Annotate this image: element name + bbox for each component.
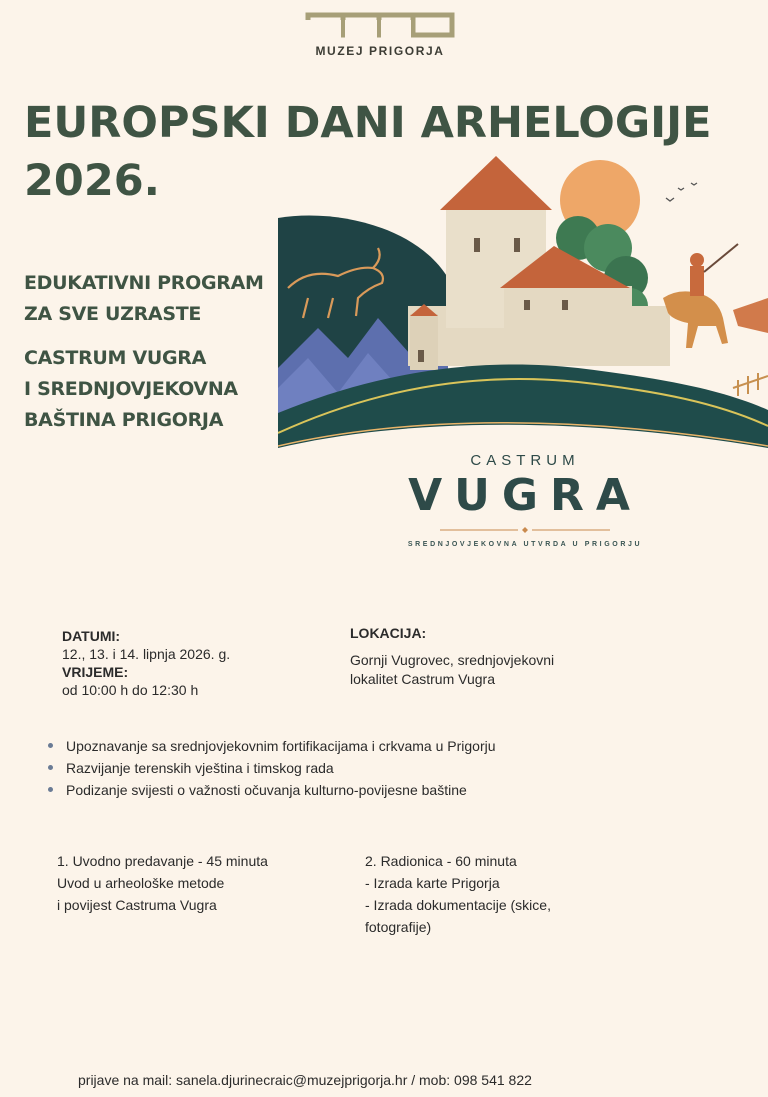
- birds-icon: [666, 183, 697, 201]
- location-line-2: lokalitet Castrum Vugra: [350, 671, 495, 687]
- bullet-icon: [48, 765, 53, 770]
- title-line-2: 2026.: [24, 156, 161, 206]
- subtitle-line-2: ZA SVE UZRASTE: [24, 303, 202, 325]
- bullet-icon: [48, 743, 53, 748]
- location-line-1: Gornji Vugrovec, srednjovjekovni: [350, 652, 555, 668]
- lecture-line-3: i povijest Castruma Vugra: [57, 897, 217, 913]
- workshop-line-3: - Izrada dokumentacije (skice,: [365, 897, 551, 913]
- contact-footer: prijave na mail: sanela.djurinecraic@muzejprigorja.hr / mob: 098 541 822: [78, 1072, 532, 1088]
- museum-logo-mark-icon: [305, 12, 455, 38]
- castrum-tagline: SREDNJOVJEKOVNA UTVRDA U PRIGORJU: [407, 541, 643, 548]
- topic-line-1: CASTRUM VUGRA: [24, 347, 207, 369]
- castrum-label: CASTRUM: [470, 452, 580, 469]
- topic-line-3: BAŠTINA PRIGORJA: [24, 409, 224, 431]
- program-subtitle: [24, 268, 274, 330]
- topic-subtitle: [24, 343, 274, 436]
- dates-value: 12., 13. i 14. lipnja 2026. g.: [62, 646, 231, 662]
- castle-illustration: [278, 148, 768, 468]
- date-time-block: [62, 627, 322, 699]
- ornament-divider-icon: [440, 527, 610, 533]
- program-workshop: [365, 850, 625, 938]
- knight-on-horse-icon: [663, 244, 738, 348]
- vugra-label: VUGRA: [408, 470, 642, 521]
- time-label: VRIJEME:: [62, 664, 129, 680]
- subtitle-line-1: EDUKATIVNI PROGRAM: [24, 272, 264, 294]
- time-value: od 10:00 h do 12:30 h: [62, 682, 199, 698]
- goals-list: [44, 735, 724, 801]
- list-item: Podizanje svijesti o važnosti očuvanja kulturno-povijesne baštine: [44, 779, 724, 801]
- lecture-line-2: Uvod u arheološke metode: [57, 875, 225, 891]
- location-label: LOKACIJA:: [350, 625, 427, 641]
- topic-line-2: I SREDNJOVJEKOVNA: [24, 378, 238, 400]
- list-item: Razvijanje terenskih vještina i timskog rada: [44, 757, 724, 779]
- location-block: [350, 625, 610, 689]
- dates-label: DATUMI:: [62, 628, 121, 644]
- flag-icon: [733, 298, 768, 333]
- workshop-line-4: fotografije): [365, 919, 432, 935]
- bullet-icon: [48, 787, 53, 792]
- list-item: Upoznavanje sa srednjovjekovnim fortifikacijama i crkvama u Prigorju: [44, 735, 724, 757]
- lecture-line-1: 1. Uvodno predavanje - 45 minuta: [57, 853, 268, 869]
- title-line-1: EUROPSKI DANI ARHELOGIJE: [24, 98, 712, 148]
- workshop-line-1: 2. Radionica - 60 minuta: [365, 853, 517, 869]
- workshop-line-2: - Izrada karte Prigorja: [365, 875, 500, 891]
- museum-logo: [300, 12, 460, 68]
- program-lecture: [57, 850, 347, 916]
- museum-name: MUZEJ PRIGORJA: [315, 44, 445, 58]
